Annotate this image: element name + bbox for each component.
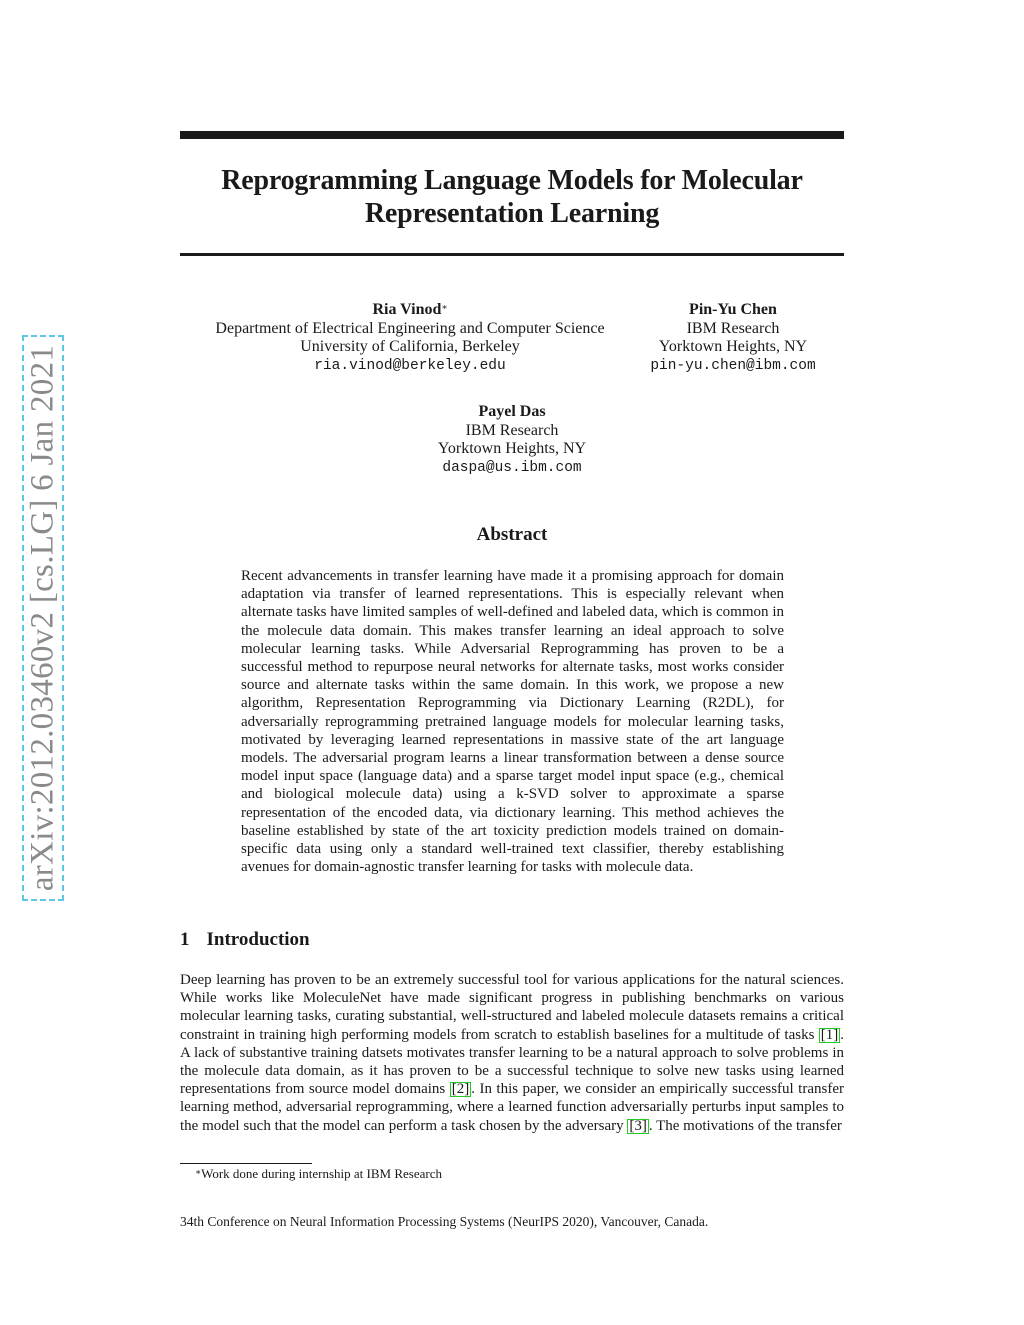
citation-link[interactable]: [3] xyxy=(629,1117,647,1134)
author-footnote-mark: ∗ xyxy=(441,302,448,312)
author-block-3 xyxy=(412,403,612,477)
conference-footer: 34th Conference on Neural Information Processing Systems (NeurIPS 2020), Vancouver, Canada. xyxy=(180,1214,709,1229)
author-affiliation: IBM Research xyxy=(465,421,559,439)
abstract-heading: Abstract xyxy=(476,524,548,545)
author-affiliation: Department of Electrical Engineering and Computer Science xyxy=(215,319,605,337)
title-bottom-rule xyxy=(180,253,844,256)
citation-link[interactable]: [2] xyxy=(451,1081,470,1098)
footnote-mark: ∗ xyxy=(195,1167,202,1177)
author-block-2 xyxy=(633,301,833,375)
footnote-text: Work done during internship at IBM Research xyxy=(201,1166,442,1181)
author-block-1 xyxy=(200,301,620,375)
intro-text: . In this paper, we consider an empirically successful transfer learning method, adversarial reprogramming, where a learned function adversarially perturbs input samples to the model such that the model can perform a task chosen by the adversary xyxy=(180,1081,844,1134)
author-email[interactable]: daspa@us.ibm.com xyxy=(442,459,582,476)
intro-text: . The motivations of the transfer xyxy=(648,1117,842,1134)
author-name: Ria Vinod xyxy=(372,301,442,318)
author-affiliation: Yorktown Heights, NY xyxy=(658,338,808,355)
arxiv-stamp[interactable] xyxy=(22,335,64,901)
section-number: 1 xyxy=(180,929,190,950)
arxiv-stamp-text: arXiv:2012.03460v2 [cs.LG] 6 Jan 2021 xyxy=(24,344,61,892)
intro-text: Deep learning has proven to be an extremely successful tool for various applications for the natural sciences. While works like MoleculeNet have made significant progress in publishing benchmarks on various molecular learning tasks, curating substantial, well-structured and labeled molecule datasets remains a critical constraint in training high performing models from scratch to establish baselines for a multitude of tasks xyxy=(180,972,844,1043)
title-line-1: Reprogramming Language Models for Molecular xyxy=(221,165,803,196)
footnote-rule xyxy=(180,1163,312,1164)
author-name: Pin-Yu Chen xyxy=(689,301,777,318)
section-heading-introduction xyxy=(180,929,310,951)
paper-title xyxy=(180,164,844,230)
title-top-rule xyxy=(180,131,844,139)
introduction-paragraph xyxy=(180,971,844,1135)
author-name: Payel Das xyxy=(478,403,546,420)
abstract-body: Recent advancements in transfer learning have made it a promising approach for domain adaptation via transfer of learned representations. This is especially relevant when alternate tasks have limited samples of well-defined and labeled data, which is common in the molecule data domain. This makes transfer learning an ideal approach to solve molecular learning tasks. While Adversarial Reprogramming has proven to be a successful method to repurpose neural networks for alternate tasks, most works consider source and alternate tasks within the same domain. In this work, we propose a new algorithm, Representation Reprogramming via Dictionary Learning (R2DL), for adversarially reprogramming pretrained language models for molecular learning tasks, motivated by leveraging learned representations in massive state of the art language models. The adversarial program learns a linear transformation between a dense source model input space (language data) and a sparse target model input space (e.g., chemical and biological molecule data) using a k-SVD solver to approximate a sparse representation of the encoded data, via dictionary learning. This method achieves the baseline established by state of the art toxicity prediction models trained on domain-specific data using only a standard well-trained text classifier, thereby establishing avenues for domain-agnostic transfer learning for tasks with molecule data. xyxy=(241,568,784,876)
intro-text: . A lack of substantive training datsets motivates transfer learning to be a natural approach to solve problems in the molecule data domain, as it has proven to be a successful technique to solve new tasks using learned representations from source model domains xyxy=(180,1026,844,1098)
section-title: Introduction xyxy=(206,929,310,950)
citation-link[interactable]: [1] xyxy=(820,1026,839,1043)
author-email[interactable]: ria.vinod@berkeley.edu xyxy=(314,357,506,374)
author-affiliation: Yorktown Heights, NY xyxy=(437,440,587,457)
author-affiliation: University of California, Berkeley xyxy=(300,338,520,355)
author-affiliation: IBM Research xyxy=(686,319,780,337)
title-line-2: Representation Learning xyxy=(364,198,660,229)
author-email[interactable]: pin-yu.chen@ibm.com xyxy=(650,357,816,374)
footnote xyxy=(195,1166,442,1182)
